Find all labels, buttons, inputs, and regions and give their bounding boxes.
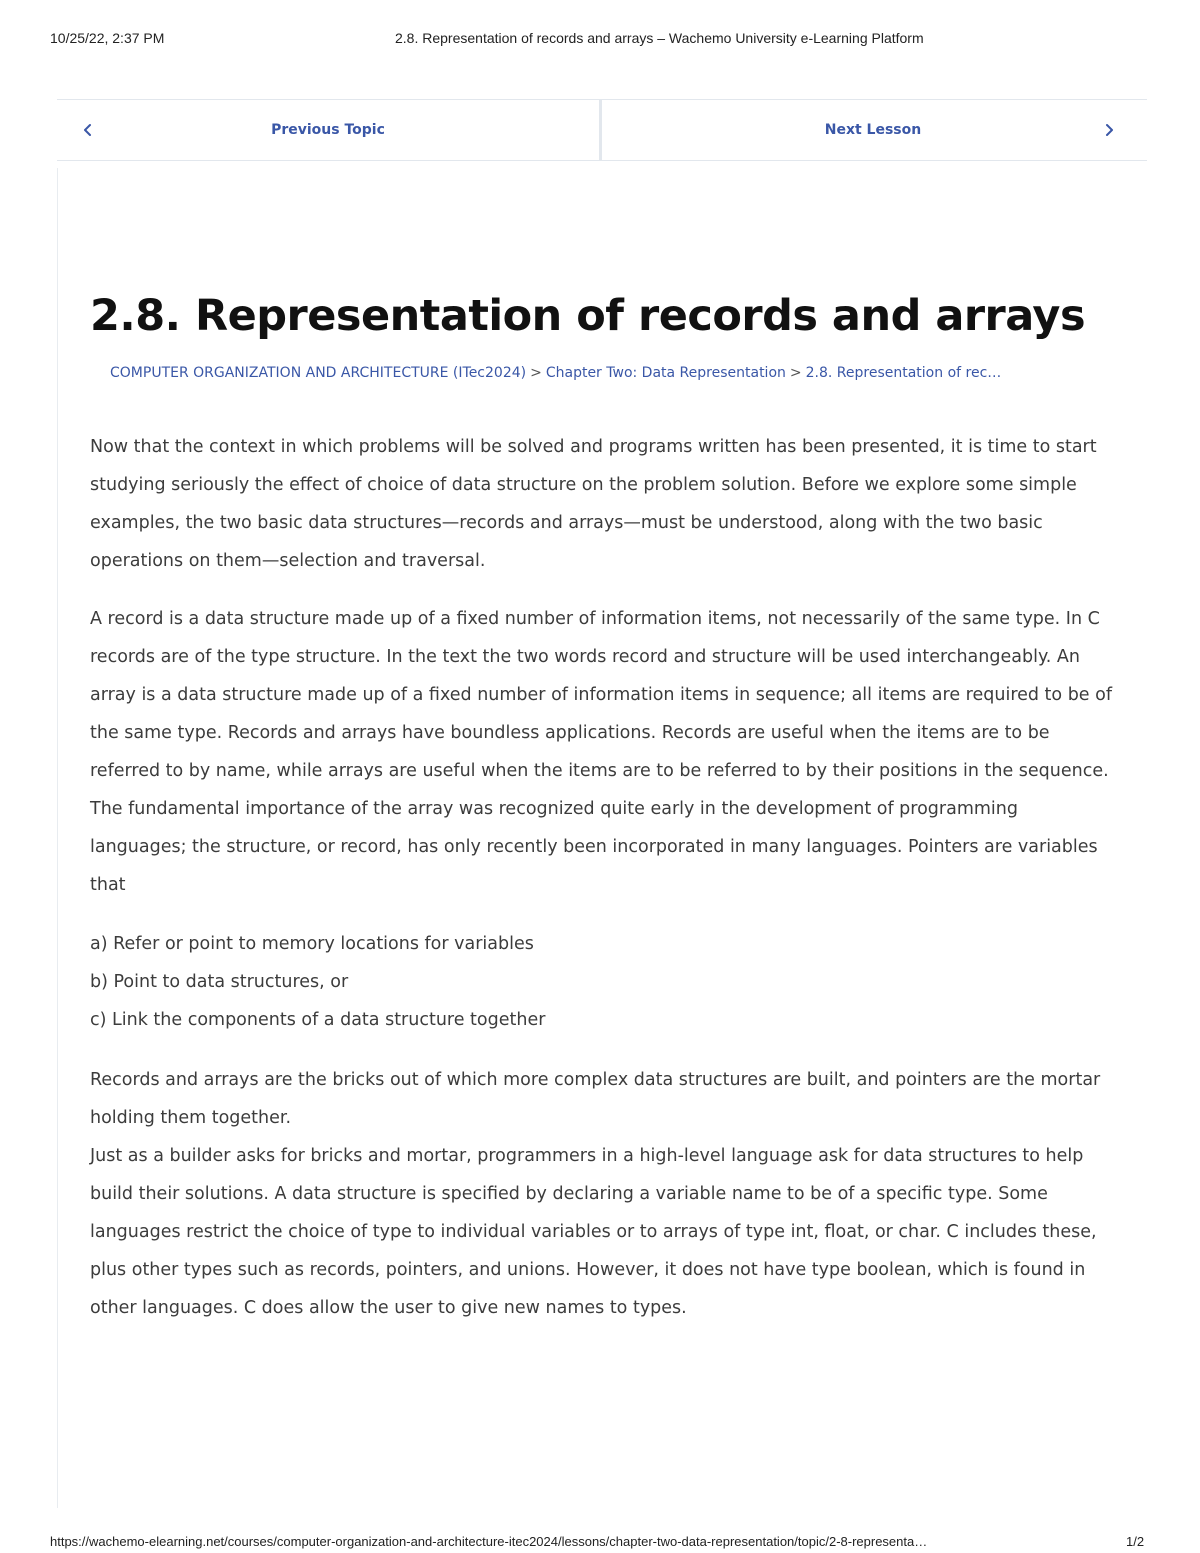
previous-topic-label: Previous Topic — [271, 122, 385, 138]
breadcrumb-course[interactable]: COMPUTER ORGANIZATION AND ARCHITECTURE (ITec2024) — [110, 365, 527, 381]
paragraph: Now that the context in which problems will be solved and programs written has been presented, it is time to start studying seriously the effect of choice of data structure on the problem solution. Before we explore some simple examples, the two basic data structures—records and arrays—must be understood, along with the two basic operations on them—selection and traversal. — [90, 437, 1097, 571]
breadcrumb-separator: > — [789, 365, 802, 381]
previous-topic-button[interactable] — [57, 100, 599, 160]
topic-navigation — [57, 99, 1147, 161]
print-datetime: 10/25/22, 2:37 PM — [50, 30, 165, 46]
next-lesson-button[interactable] — [602, 100, 1144, 160]
print-url: https://wachemo-elearning.net/courses/computer-organization-and-architecture-itec2024/lessons/chapter-two-data-representation/topic/2-8-representa… — [50, 1534, 928, 1549]
print-page-number: 1/2 — [1126, 1534, 1145, 1549]
content-left-border — [57, 168, 58, 1508]
print-header — [0, 30, 1200, 50]
next-lesson-label: Next Lesson — [824, 122, 922, 138]
paragraph: Records and arrays are the bricks out of which more complex data structures are built, and pointers are the mortar holding them together. — [90, 1070, 1101, 1128]
pointer-uses-list — [90, 925, 1120, 1039]
print-page-title: 2.8. Representation of records and arrays – Wachemo University e-Learning Platform — [395, 30, 924, 46]
breadcrumb-current-topic[interactable]: 2.8. Representation of rec… — [805, 365, 1002, 381]
list-item: b) Point to data structures, or — [90, 972, 349, 992]
breadcrumb-chapter[interactable]: Chapter Two: Data Representation — [545, 365, 786, 381]
print-footer — [0, 1534, 1200, 1552]
paragraph: Just as a builder asks for bricks and mortar, programmers in a high-level language ask for data structures to help build their solutions. A data structure is specified by declaring a variable name to be of a specific type. Some languages restrict the choice of type to individual variables or to arrays of type int, float, or char. C includes these, plus other types such as records, pointers, and unions. However, it does not have type boolean, which is found in other languages. C does allow the user to give new names to types. — [90, 1146, 1097, 1318]
lesson-content — [90, 428, 1120, 1327]
chevron-left-icon — [81, 123, 95, 137]
page-title: 2.8. Representation of records and arrays — [90, 290, 1086, 341]
list-item: a) Refer or point to memory locations for variables — [90, 934, 534, 954]
chevron-right-icon — [1102, 123, 1116, 137]
breadcrumb — [110, 365, 1080, 381]
breadcrumb-separator: > — [530, 365, 542, 381]
paragraph: A record is a data structure made up of a fixed number of information items, not necessarily of the same type. In C records are of the type structure. In the text the two words record and structure will be used interchangeably. An array is a data structure made up of a fixed number of information items in sequence; all items are required to be of the same type. Records and arrays have boundless applications. Records are useful when the items are to be referred to by name, while arrays are useful when the items are to be referred to by their positions in the sequence. The fundamental importance of the array was recognized quite early in the development of programming languages; the structure, or record, has only recently been incorporated in many languages. Pointers are variables that — [90, 609, 1112, 895]
list-item: c) Link the components of a data structure together — [90, 1010, 546, 1030]
